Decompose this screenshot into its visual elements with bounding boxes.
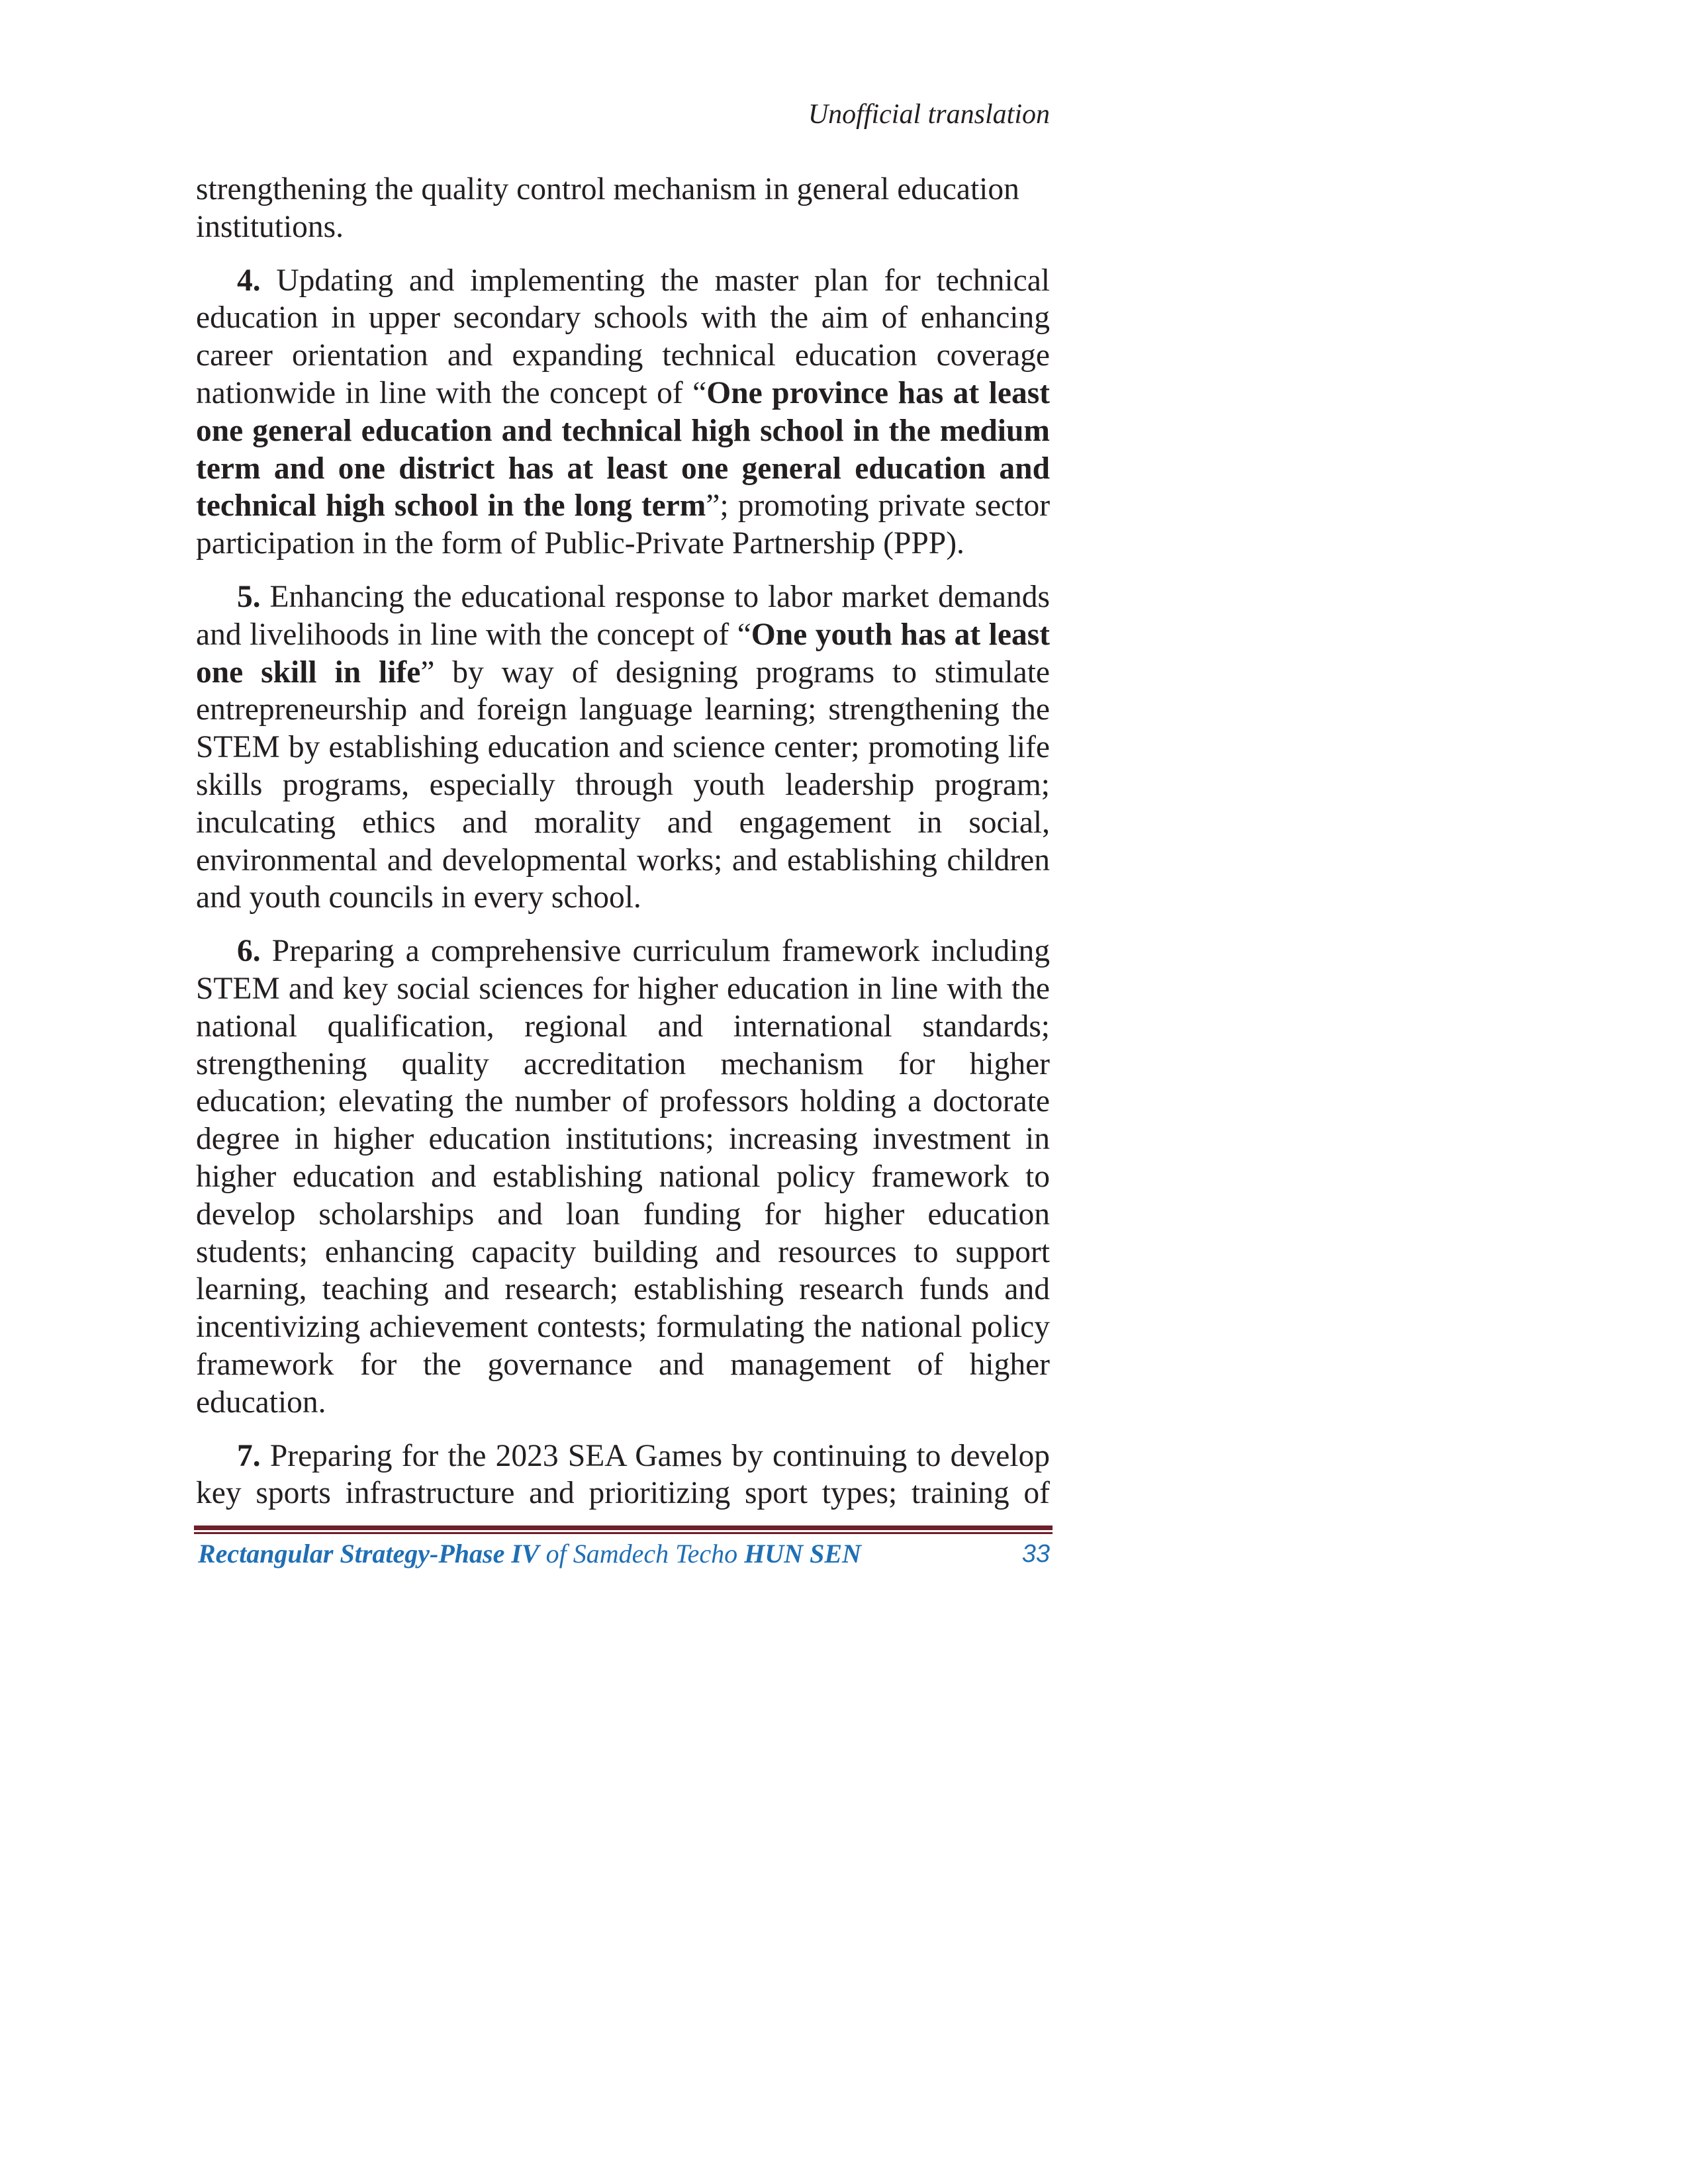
item-text-continued: ” by way of designing programs to stimulate entrepreneurship and foreign language learning; strengthening the STEM by establishing education and science center; promoting life skills programs, especially through youth leadership program; inculcating ethics and morality and engagement in social, environmental and developmental works; and establishing children and youth councils in every school. [196,655,1050,915]
list-item-6 [196,933,1050,1421]
page-number: 33 [1021,1540,1050,1568]
item-text: Updating and implementing the master plan for technical education in upper secondary schools with the aim of enhancing career orientation and expanding technical education coverage nationwide in line with the concept of “ [196,263,1050,410]
list-item-7 [196,1437,1050,1513]
footer-rule [194,1525,1053,1534]
list-item-5 [196,578,1050,917]
item-text: Preparing for the 2023 SEA Games by continuing to develop key sports infrastructure and prioritizing sport types; training of [196,1438,1050,1511]
footer-strategy-title: Rectangular Strategy-Phase IV [198,1539,539,1569]
page-header-note: Unofficial translation [808,99,1050,130]
item-bold-concept: One province has at least one general education and technical high school in the medium term and one district has at least one general education and technical high school in the long term [196,375,1050,523]
page-footer [198,1535,1050,1572]
list-item-4 [196,262,1050,563]
item-text: Enhancing the educational response to labor market demands and livelihoods in line with the concept of “ [196,579,1050,652]
item-bold-concept: One youth has at least one skill in life [196,617,1051,690]
item-number: 5. [237,579,261,614]
footer-connector: of Samdech Techo [539,1539,745,1569]
item-number: 6. [237,934,261,969]
item-text-continued: ”; promoting private sector participation in the form of Public-Private Partnership (PPP). [196,488,1051,561]
continuation-paragraph: strengthening the quality control mechanism in general education institutions. [196,172,1019,244]
document-body [196,171,1050,1512]
item-number: 4. [237,263,261,298]
footer-author-name: HUN SEN [744,1539,861,1569]
item-number: 7. [237,1438,261,1473]
item-text: Preparing a comprehensive curriculum framework including STEM and key social sciences for higher education in line with the national qualification, regional and international standards; strengthening quality accreditation mechanism for higher education; elevating the number of professors holding a doctorate degree in higher education institutions; increasing investment in higher education and establishing national policy framework to develop scholarships and loan funding for higher education students; enhancing capacity building and resources to support learning, teaching and research; establishing research funds and incentivizing achievement contests; formulating the national policy framework for the governance and management of higher education. [196,934,1050,1420]
